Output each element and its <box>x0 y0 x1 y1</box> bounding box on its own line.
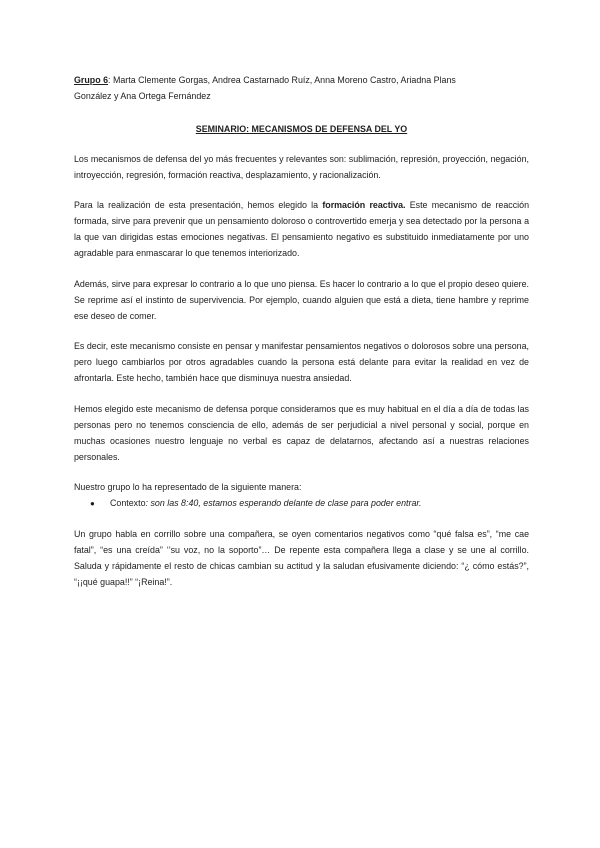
bullet-text: : son las 8:40, estamos esperando delante de clase para poder entrar. <box>145 498 422 508</box>
authors-line-2: González y Ana Ortega Fernández <box>74 91 211 101</box>
paragraph-reactive-formation <box>74 197 529 261</box>
p2-text-before: Para la realización de esta presentación, hemos elegido la <box>74 200 323 210</box>
authors-line-1 <box>74 72 529 88</box>
p2-bold-term: formación reactiva. <box>322 200 406 210</box>
paragraph-reason: Hemos elegido este mecanismo de defensa porque consideramos que es muy habitual en el día a día de todas las personas pero no tenemos consciencia de ello, además de ser perjudicial a nivel personal y social, porque en muchas ocasiones nuestro lenguaje no verbal es capaz de delatarnos, afectando así a nuestras relaciones personales. <box>74 404 529 462</box>
paragraph-mechanisms-list: Los mecanismos de defensa del yo más frecuentes y relevantes son: sublimación, represión, proyección, negación, introyección, regresión, formación reactiva, desplazamiento, y racionalización. <box>74 154 529 180</box>
document-title: SEMINARIO: MECANISMOS DE DEFENSA DEL YO <box>195 124 408 134</box>
bullet-label: Contexto <box>110 498 146 508</box>
paragraph-expression: Además, sirve para expresar lo contrario a lo que uno piensa. Es hacer lo contrario a lo que el propio deseo quiere. Se reprime así el instinto de supervivencia. Por ejemplo, cuando alguien que está a dieta, tiene hambre y reprime ese deseo de comer. <box>74 279 529 321</box>
bullet-dot: ● <box>90 499 95 508</box>
group-label: Grupo 6 <box>74 75 109 85</box>
paragraph-explanation: Es decir, este mecanismo consiste en pensar y manifestar pensamientos negativos o dolorosos sobre una persona, pero luego cambiarlos por otros agradables cuando la persona está delante para evitar la realidad en vez de afrontarla. Este hecho, también hace que disminuya nuestra ansiedad. <box>74 341 529 383</box>
p2-text-after: Este mecanismo de reacción formada, sirve para prevenir que un pensamiento doloroso o controvertido emerja y sea detectado por la persona a la que van dirigidas estas emociones negativas. El pensamiento negativo es substituido inmediatamente por uno agradable para enmascarar lo que tenemos interiorizado. <box>74 200 530 258</box>
paragraph-representation: Nuestro grupo lo ha representado de la siguiente manera: <box>74 482 302 492</box>
authors-text: : Marta Clemente Gorgas, Andrea Castarnado Ruíz, Anna Moreno Castro, Ariadna Plans <box>108 75 456 85</box>
paragraph-scene: Un grupo habla en corrillo sobre una compañera, se oyen comentarios negativos como “qué falsa es”, “me cae fatal”, “es una creída” ‘’su voz, no la soporto”… De repente esta compañera llega a clase y se une al corrillo. Saluda y rápidamente el resto de chicas cambian su actitud y la saludan efusivamente diciendo: “¿ cómo estás?”, “¡¡qué guapa!!” “¡Reina!”. <box>74 529 529 587</box>
bullet-context <box>90 495 530 512</box>
